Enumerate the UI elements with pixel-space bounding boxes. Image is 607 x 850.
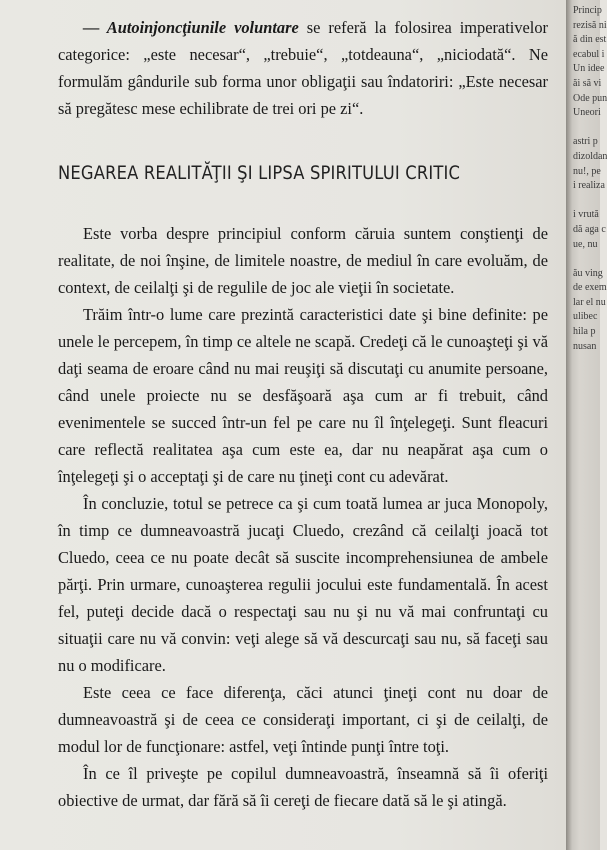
adjacent-page-line: dizoldan xyxy=(573,150,607,162)
body-paragraph-2: Trăim într-o lume care prezintă caracteristici date şi bine definite: pe unele le percepem, în timp ce altele ne scapă. Credeţi că le cunoaşteţi şi vă daţi seama de eroare când nu mai reuşiţi să discutaţi cu anumite persoane, când unele proiecte nu se desfăşoară aşa cum ar fi trebuit, când evenimentele se succed într-un fel pe care nu îl înţelegeţi. Sunt fleacuri care reflectă realitatea aşa cum este ea, dar nu neapărat aşa cum o înţelegeţi şi o acceptaţi şi de care nu ţineţi cont cu adevărat. xyxy=(58,305,548,486)
adjacent-page-line: astri p xyxy=(573,136,598,148)
intro-paragraph xyxy=(58,14,548,122)
adjacent-page-line: Uneori xyxy=(573,107,601,119)
body-paragraph-5: În ce îl priveşte pe copilul dumneavoastră, înseamnă să îi oferiţi obiective de urmat, dar fără să îi cereţi de fiecare dată să le şi atingă. xyxy=(58,764,548,810)
adjacent-page-line: ulibec xyxy=(573,311,598,323)
adjacent-page-line: dă aga c xyxy=(573,223,606,235)
page-content xyxy=(58,14,548,814)
adjacent-page-line: ă din est xyxy=(573,34,607,46)
intro-text: se referă la folosirea imperativelor categorice: „este necesar“, „trebuie“, „totdeauna“, „niciodată“. Ne formulăm gândurile sub forma unor obligaţii sau îndatoriri: „Este necesar să pregătesc mese echilibrate de trei ori pe zi“. xyxy=(58,18,548,118)
adjacent-page-line: Princip xyxy=(573,5,602,16)
adjacent-page-line: lar el nu xyxy=(573,296,606,308)
adjacent-page-line: hila p xyxy=(573,326,596,338)
adjacent-page-line: ue, nu xyxy=(573,238,598,250)
adjacent-page-line: i realiza xyxy=(573,180,605,192)
adjacent-page-line: de exem xyxy=(573,282,607,294)
adjacent-page-line: ecabul i xyxy=(573,48,605,60)
adjacent-page-line xyxy=(573,194,603,209)
body-paragraph-3: În concluzie, totul se petrece ca şi cum toată lumea ar juca Monopoly, în timp ce dumneavoastră jucaţi Cluedo, crezând că ceilalţi joacă tot Cluedo, ceea ce nu poate decât să suscite incomprehensiunea de ambele părţi. Prin urmare, cunoaşterea regulii jocului este fundamentală. În acest fel, puteţi decide dacă o respectaţi sau nu şi nu vă mai confruntaţi cu situaţii care nu vă convin: veţi alege să vă descurcaţi sau nu, să faceţi sau nu o modificare. xyxy=(58,494,548,675)
body-paragraph-1: Este vorba despre principiul conform căruia suntem conştienţi de realitate, de noi înşine, de limitele noastre, de mediul în care evoluăm, de context, de ceilalţi şi de regulile de joc ale vieţii în societate. xyxy=(58,224,548,297)
adjacent-page-line xyxy=(573,252,603,267)
adjacent-page-line: rezisă ni xyxy=(573,19,607,31)
adjacent-page-line xyxy=(573,121,603,136)
section-title: NEGAREA REALITĂŢII ŞI LIPSA SPIRITULUI CRITIC xyxy=(58,162,461,184)
body-paragraph-4: Este ceea ce face diferenţa, căci atunci ţineţi cont nu doar de dumneavoastră şi de ceea ce consideraţi important, ci şi de ceilalţi, de modul lor de funcţionare: astfel, veţi întinde punţi între toţi. xyxy=(58,683,548,756)
intro-term: — Autoinjoncţiunile voluntare xyxy=(83,18,299,37)
adjacent-page-line: ău ving xyxy=(573,267,603,279)
adjacent-page-text xyxy=(573,4,607,354)
adjacent-page-line: i vrută xyxy=(573,209,599,221)
adjacent-page-line: ăi să vi xyxy=(573,77,602,89)
adjacent-page-line: Un idee xyxy=(573,63,605,75)
adjacent-page-line: nusan xyxy=(573,340,597,352)
adjacent-page-line: Ode pun xyxy=(573,92,607,104)
adjacent-page-edge xyxy=(566,0,607,850)
adjacent-page-line: nu!, pe xyxy=(573,165,601,177)
